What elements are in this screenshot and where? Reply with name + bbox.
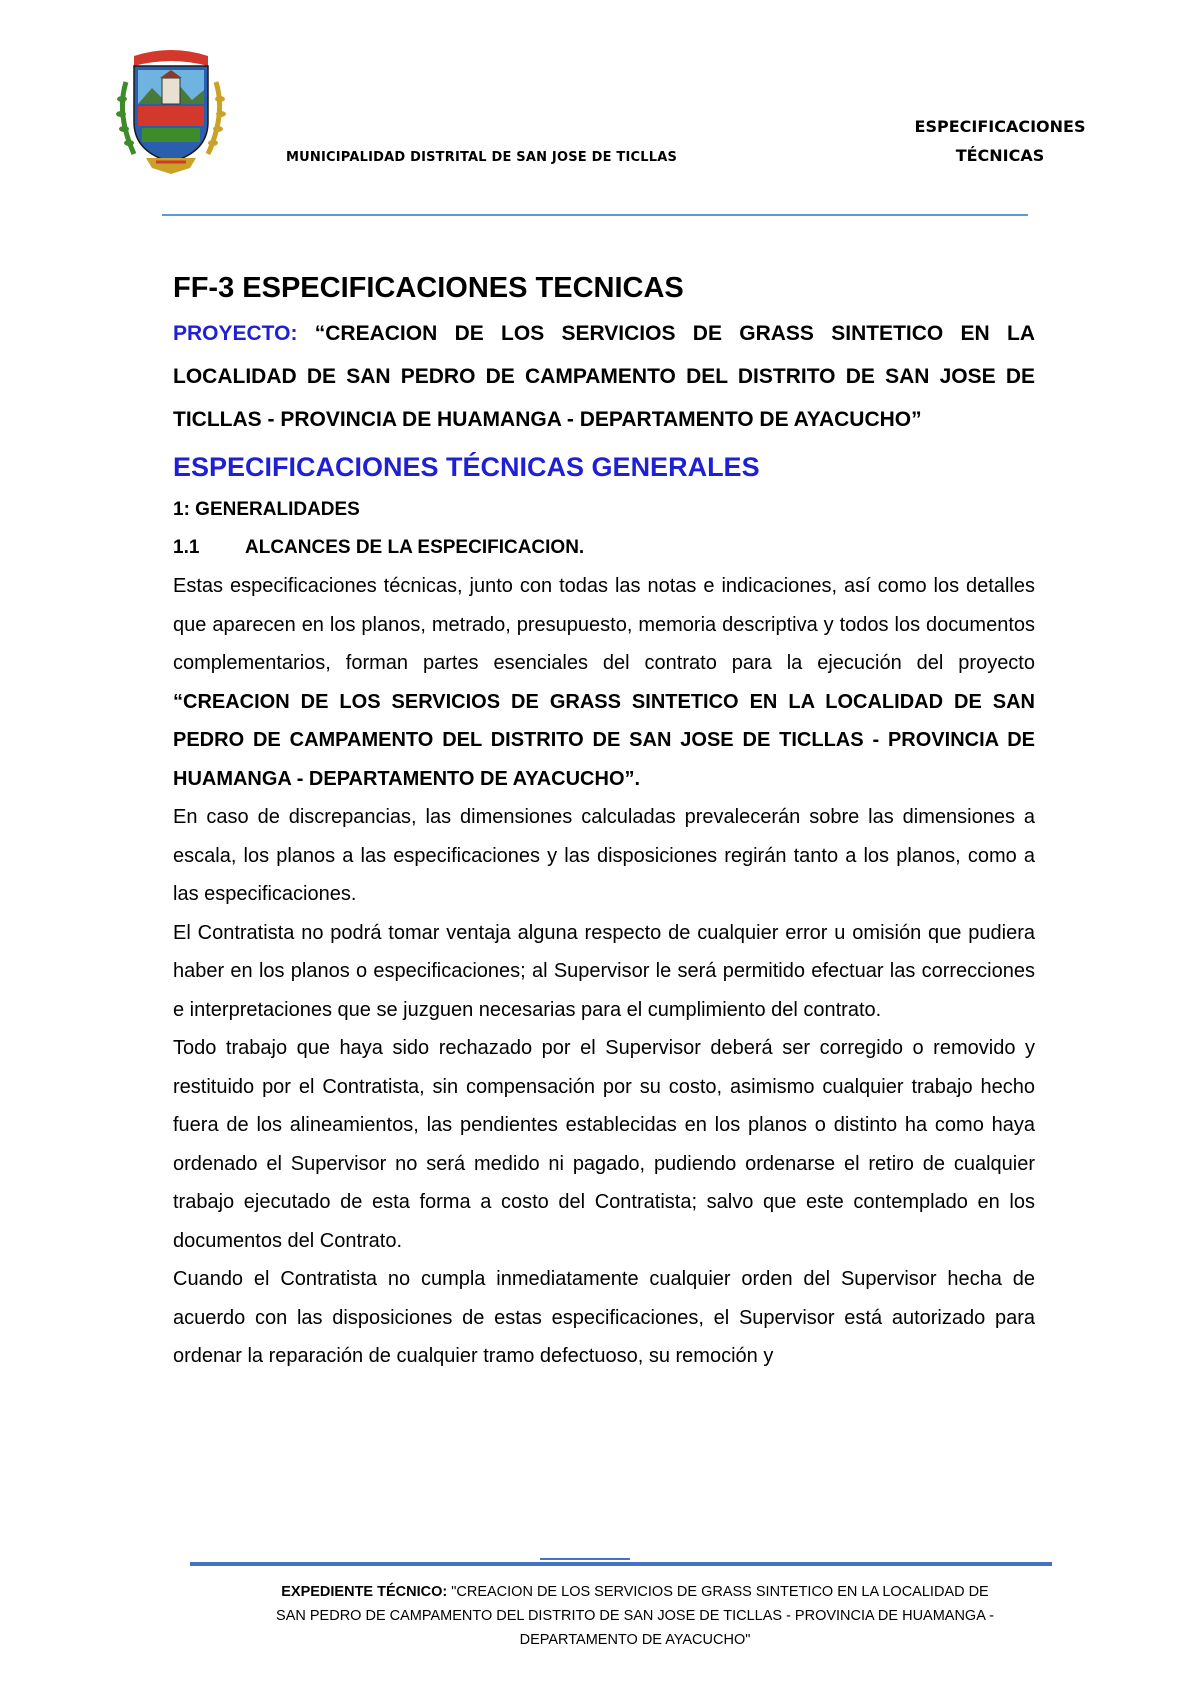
heading-text: ALCANCES DE LA ESPECIFICACION. (245, 537, 585, 558)
header-spec-line2: TÉCNICAS (955, 146, 1045, 165)
project-label: PROYECTO: (173, 322, 298, 345)
paragraph-1 (173, 567, 1035, 798)
heading-alcances (173, 529, 1035, 567)
header-divider (162, 214, 1028, 216)
heading-generalidades: 1: GENERALIDADES (173, 499, 360, 520)
municipal-coat-of-arms-icon (112, 44, 230, 176)
project-statement (173, 312, 1035, 441)
footer-project: "CREACION DE LOS SERVICIOS DE GRASS SINTETICO EN LA LOCALIDAD DE SAN PEDRO DE CAMPAMENTO DEL DISTRITO DE SAN JOSE DE TICLLAS - PROVINCIA DE HUAMANGA - DEPARTAMENTO DE AYACUCHO" (276, 1584, 994, 1648)
paragraph-4: Todo trabajo que haya sido rechazado por el Supervisor deberá ser corregido o removido y restituido por el Contratista, sin compensación por su costo, asimismo cualquier trabajo hecho fuera de los alineamientos, las pendientes establecidas en los planos o distinto ha como haya ordenado el Supervisor no será medido ni pagado, pudiendo ordenarse el retiro de cualquier trabajo ejecutado de esta forma a costo del Contratista; salvo que este contemplado en los documentos del Contrato. (173, 1037, 1035, 1252)
footer-divider (190, 1562, 1052, 1566)
paragraph-5: Cuando el Contratista no cumpla inmediatamente cualquier orden del Supervisor hecha de acuerdo con las disposiciones de estas especificaciones, el Supervisor está autorizado para ordenar la reparación de cualquier tramo defectuoso, su remoción y (173, 1268, 1035, 1367)
project-text: “CREACION DE LOS SERVICIOS DE GRASS SINTETICO EN LA LOCALIDAD DE SAN PEDRO DE CAMPAMENTO DEL DISTRITO DE SAN JOSE DE TICLLAS - PROVINCIA DE HUAMANGA - DEPARTAMENTO DE AYACUCHO” (173, 322, 1035, 431)
footer-text (270, 1580, 1000, 1652)
paragraph-1-text: Estas especificaciones técnicas, junto con todas las notas e indicaciones, así como los detalles que aparecen en los planos, metrado, presupuesto, memoria descriptiva y todos los documentos complementarios, forman partes esenciales del contrato para la ejecución del proyecto (173, 575, 1035, 674)
footer-label: EXPEDIENTE TÉCNICO: (281, 1584, 448, 1600)
heading-number: 1.1 (173, 537, 200, 558)
document-body (173, 266, 1035, 1376)
paragraph-1-project-name: “CREACION DE LOS SERVICIOS DE GRASS SINTETICO EN LA LOCALIDAD DE SAN PEDRO DE CAMPAMENTO DEL DISTRITO DE SAN JOSE DE TICLLAS - PROVINCIA DE HUAMANGA - DEPARTAMENTO DE AYACUCHO”. (173, 690, 1035, 790)
footer-accent-rule (540, 1558, 630, 1560)
municipality-name: MUNICIPALIDAD DISTRITAL DE SAN JOSE DE TICLLAS (286, 150, 678, 165)
paragraph-2: En caso de discrepancias, las dimensiones calculadas prevalecerán sobre las dimensiones a escala, los planos a las especificaciones y las disposiciones regirán tanto a los planos, como a las especificaciones. (173, 806, 1035, 905)
section-title: ESPECIFICACIONES TÉCNICAS GENERALES (173, 452, 760, 482)
header-spec-line1: ESPECIFICACIONES (914, 117, 1086, 136)
paragraph-3: El Contratista no podrá tomar ventaja alguna respecto de cualquier error u omisión que pudiera haber en los planos o especificaciones; al Supervisor le será permitido efectuar las correcciones e interpretaciones que se juzguen necesarias para el cumplimiento del contrato. (173, 921, 1035, 1021)
document-title: FF-3 ESPECIFICACIONES TECNICAS (173, 272, 684, 304)
header-spec-label (880, 112, 1120, 170)
